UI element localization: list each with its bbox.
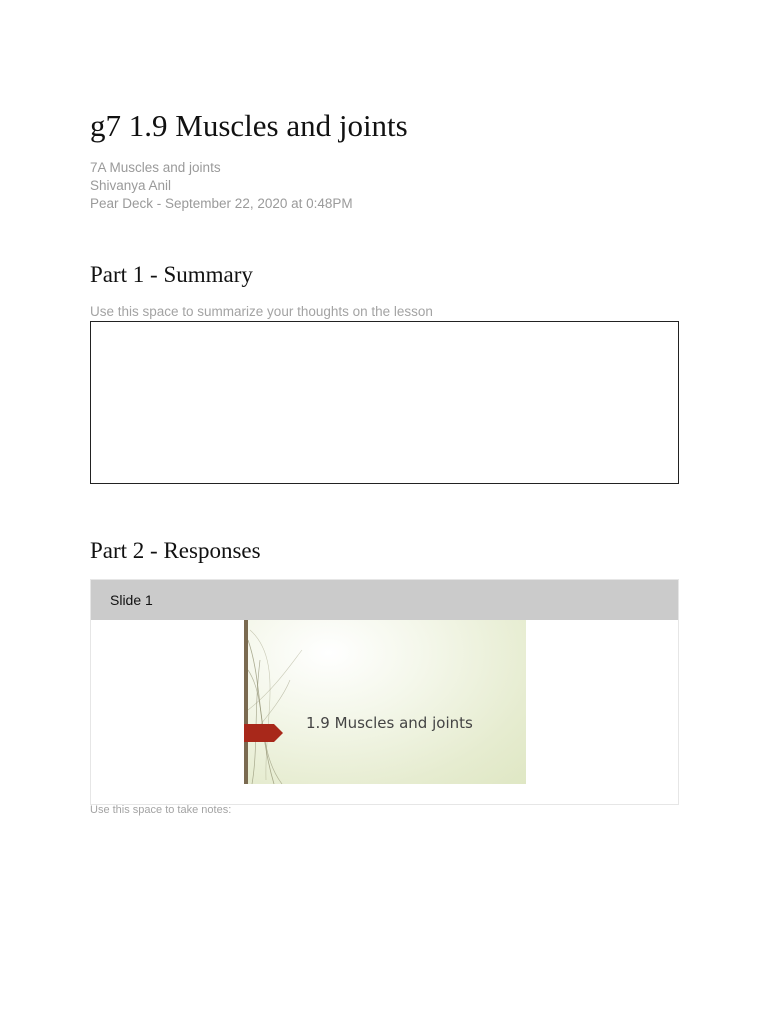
student-name: Shivanya Anil <box>90 178 172 193</box>
document-meta <box>90 159 353 213</box>
notes-hint: Use this space to take notes: <box>90 804 232 816</box>
part2-heading: Part 2 - Responses <box>90 538 261 563</box>
slide-thumbnail-title: 1.9 Muscles and joints <box>306 714 473 732</box>
slide-thumbnail <box>244 620 526 784</box>
part1-heading: Part 1 - Summary <box>90 262 253 287</box>
slide-label: Slide 1 <box>110 592 153 608</box>
source-timestamp: Pear Deck - September 22, 2020 at 0:48PM <box>90 196 353 211</box>
slide-red-arrow <box>244 724 283 742</box>
summary-hint: Use this space to summarize your thoughts on the lesson <box>90 304 433 319</box>
grass-stroke <box>248 650 302 710</box>
slide-decoration-graphic <box>244 620 526 784</box>
course-name: 7A Muscles and joints <box>90 160 221 175</box>
grass-stroke <box>252 660 260 784</box>
slide-card <box>90 579 679 805</box>
slide-vertical-bar <box>244 620 248 784</box>
document-title: g7 1.9 Muscles and joints <box>90 108 408 143</box>
summary-input-box[interactable] <box>90 321 679 484</box>
slide-header <box>91 580 678 620</box>
